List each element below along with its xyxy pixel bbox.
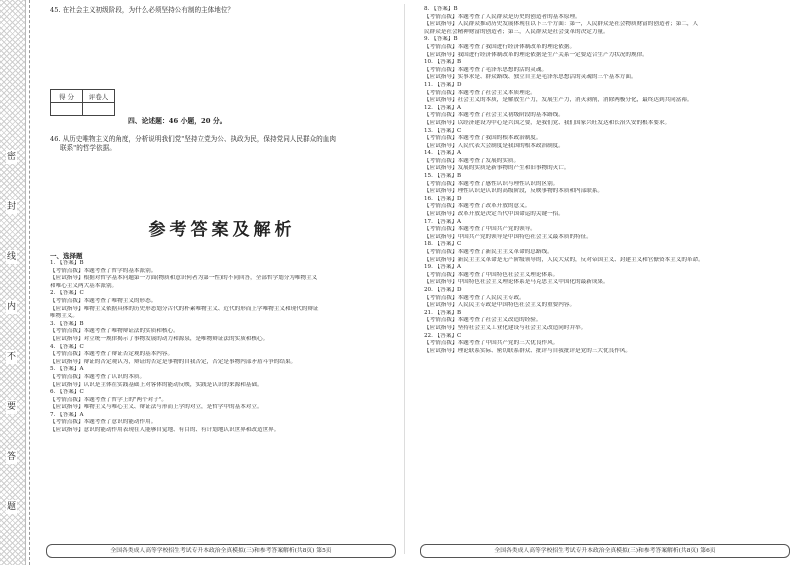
answer-line: 15. 【答案】B bbox=[424, 173, 462, 180]
score-label: 得 分 bbox=[51, 90, 83, 103]
answer-line: 10. 【答案】B bbox=[424, 59, 462, 66]
answer-line: 【考情点拨】本题考查了认识的本质。 bbox=[50, 373, 146, 380]
answer-line: 【考情点拨】本题考查了毛泽东思想的活的灵魂。 bbox=[424, 66, 548, 73]
answer-line: 【考情点拨】本题考查了我国进行经济体制改革的理论依据。 bbox=[424, 43, 576, 50]
seal-char: 答 bbox=[7, 452, 17, 462]
answer-line: 【考情点拨】本题考查了唯物辩证法的实质和核心。 bbox=[50, 328, 179, 335]
answer-line: 【应试指导】人民代表大会制度是我国的根本政治制度。 bbox=[424, 142, 564, 149]
answer-line: 7. 【答案】A bbox=[50, 411, 84, 418]
seal-char: 线 bbox=[7, 252, 17, 262]
answer-line: 12. 【答案】A bbox=[424, 104, 462, 111]
answer-line: 【应试指导】新民主主义革命是无产阶级领导的，人民大众的，反对帝国主义、封建主义和官僚资本主义的革命。 bbox=[424, 256, 704, 263]
answer-line: 【应试指导】人民民主专政是中国特色社会主义的重要内容。 bbox=[424, 302, 576, 309]
question-46: 46. 从历史唯物主义的角度，分析说明我们党"坚持立党为公、执政为民，保持党同人民群众的血肉 联系"的哲学依据。 bbox=[50, 135, 336, 152]
answer-line: 14. 【答案】A bbox=[424, 150, 462, 157]
answer-line: 【应试指导】唯物主义与唯心主义、辩证法与形而上学的对立，是哲学中的基本对立。 bbox=[50, 404, 263, 411]
seal-char: 要 bbox=[7, 402, 17, 412]
answer-line: 13. 【答案】C bbox=[424, 127, 462, 134]
answer-line: 【考情点拨】本题考查了新民主主义革命的总路线。 bbox=[424, 249, 553, 255]
answer-line: 【应试指导】改革开放是决定当代中国命运的关键一招。 bbox=[424, 211, 564, 218]
answer-line: 【考情点拨】本题考查了中国特色社会主义理论体系。 bbox=[424, 271, 559, 278]
answer-line: 和唯心主义两大基本派别。 bbox=[50, 282, 118, 289]
right-page bbox=[410, 0, 798, 565]
section-1-heading: 一、选择题 bbox=[50, 252, 83, 260]
answer-line: 【应试指导】发展的实质是新事物的产生和旧事物的灭亡。 bbox=[424, 165, 570, 172]
answer-line: 【应试指导】唯物主义依据具体的历史形态划分古代的朴素唯物主义、近代的形而上学唯物主义和现代的辩证 bbox=[50, 305, 319, 312]
answer-line: 【考情点拨】本题考查了社会主义改造的经验。 bbox=[424, 317, 542, 324]
left-answer-list bbox=[50, 260, 394, 435]
answer-line: 【应试指导】意识的能动作用表现在人能够自觉地、有目的、有计划地认识世界和改造世界。 bbox=[50, 427, 280, 434]
answer-line: 【考情点拨】本题考查了我国的根本政治制度。 bbox=[424, 135, 542, 142]
answer-line: 唯物主义。 bbox=[50, 313, 78, 320]
answer-title: 参考答案及解析 bbox=[148, 220, 296, 240]
seal-char: 不 bbox=[7, 352, 17, 362]
answer-line: 【应试指导】辩证的否定观认为，辩证的否定是事物的自我否定，否定是事物内部矛盾斗争的结果。 bbox=[50, 358, 297, 365]
answer-line: 18. 【答案】C bbox=[424, 241, 462, 248]
answer-line: 【应试指导】人民群众推动历史发展体现在以下三个方面：第一，人民群众是社会物质财富的创造者；第二，人 bbox=[424, 21, 699, 28]
answer-line: 民群众是社会精神财富的创造者；第三，人民群众是社会变革的决定力量。 bbox=[424, 28, 609, 35]
page-gutter bbox=[404, 4, 405, 554]
answer-line: 20. 【答案】D bbox=[424, 286, 462, 293]
binding-margin bbox=[0, 0, 26, 565]
answer-line: 【应试指导】中国特色社会主义理论体系是马克思主义中国化的最新成果。 bbox=[424, 279, 609, 286]
page-footer-right: 全国各类成人高等学校招生考试专升本政治全真模拟(三)和参考答案解析(共8页) 第6页 bbox=[420, 544, 790, 558]
answer-line: 【考情点拨】本题考查了哲学的基本派别。 bbox=[50, 267, 157, 274]
answer-line: 【考情点拨】本题考查了改革开放的意义。 bbox=[424, 203, 531, 210]
seal-char: 封 bbox=[7, 202, 17, 212]
grader-label: 评卷人 bbox=[83, 90, 115, 103]
answer-line: 【应试指导】理性认识是认识的高级阶段，反映事物的本质和内部联系。 bbox=[424, 188, 604, 195]
answer-line: 【考情点拨】本题考查了意识的能动作用。 bbox=[50, 419, 157, 426]
answer-line: 11. 【答案】D bbox=[424, 81, 462, 88]
answer-line: 5. 【答案】A bbox=[50, 366, 84, 373]
answer-line: 【考情点拨】本题考查了哲学上的"两个对子"。 bbox=[50, 396, 168, 403]
answer-line: 【应试指导】以经济建设为中心是兴国之要，是我们党、我们国家兴旺发达和长治久安的根本要求。 bbox=[424, 119, 671, 126]
answer-line: 【考情点拨】本题考查了中国共产党的三大优良作风。 bbox=[424, 340, 559, 347]
answer-line: 9. 【答案】B bbox=[424, 36, 458, 43]
seal-char: 内 bbox=[7, 302, 17, 312]
question-45: 45. 在社会主义初级阶段，为什么必须坚持公有制的主体地位？ bbox=[50, 6, 235, 14]
answer-line: 【应试指导】我国进行经济体制改革的理论依据是生产关系一定要适合生产力状况的规律。 bbox=[424, 51, 648, 58]
section-4-heading: 四、论述题：46 小题，20 分。 bbox=[128, 117, 227, 125]
answer-line: 2. 【答案】C bbox=[50, 290, 84, 297]
answer-line: 17. 【答案】A bbox=[424, 218, 462, 225]
answer-line: 【应试指导】根据对哲学基本问题第一方面(物质和意识何者为第一性)的不同回答，全部哲学划分为唯物主义 bbox=[50, 275, 318, 282]
answer-line: 22. 【答案】C bbox=[424, 332, 462, 339]
answer-line: 【应试指导】认识是主体在实践基础上对客体的能动反映，实践是认识的来源和基础。 bbox=[50, 381, 263, 388]
answer-line: 【考情点拨】本题考查了唯物主义的形态。 bbox=[50, 297, 157, 304]
answer-line: 【考情点拨】本题考查了感性认识与理性认识的区别。 bbox=[424, 180, 559, 187]
answer-line: 4. 【答案】C bbox=[50, 343, 84, 350]
answer-line: 【考情点拨】本题考查了辩证否定观的基本内容。 bbox=[50, 351, 174, 358]
answer-line: 19. 【答案】A bbox=[424, 264, 462, 271]
answer-line: 【应试指导】坚持社会主义工业化建设与社会主义改造同时并举。 bbox=[424, 324, 587, 331]
answer-line: 【考情点拨】本题考查了社会主义本质理论。 bbox=[424, 89, 536, 96]
answer-line: 【应试指导】对立统一规律揭示了事物发展的动力和源泉，是唯物辩证法的实质和核心。 bbox=[50, 335, 269, 342]
score-table bbox=[50, 89, 115, 116]
seal-char: 题 bbox=[7, 502, 17, 512]
answer-line: 21. 【答案】B bbox=[424, 309, 462, 316]
answer-line: 【应试指导】中国共产党的领导是中国特色社会主义最本质的特征。 bbox=[424, 233, 592, 240]
page-footer-left: 全国各类成人高等学校招生考试专升本政治全真模拟(三)和参考答案解析(共8页) 第5页 bbox=[46, 544, 396, 558]
answer-line: 【考情点拨】本题考查了人民民主专政。 bbox=[424, 294, 525, 301]
seal-char: 密 bbox=[7, 152, 17, 162]
answer-line: 【应试指导】理论联系实际、密切联系群众、批评与自我批评是党的三大优良作风。 bbox=[424, 347, 631, 354]
answer-line: 16. 【答案】D bbox=[424, 195, 462, 202]
answer-line: 6. 【答案】C bbox=[50, 389, 84, 396]
answer-line: 8. 【答案】B bbox=[424, 6, 458, 12]
answer-line: 【应试指导】社会主义的本质，是解放生产力，发展生产力，消灭剥削，消除两极分化，最终达到共同富裕。 bbox=[424, 97, 693, 104]
right-answer-list bbox=[424, 6, 794, 355]
answer-line: 3. 【答案】B bbox=[50, 320, 84, 327]
answer-line: 【考情点拨】本题考查了人民群众是历史的创造者的基本原理。 bbox=[424, 13, 581, 20]
seal-line bbox=[29, 0, 30, 565]
answer-line: 【考情点拨】本题考查了发展的实质。 bbox=[424, 157, 520, 164]
answer-line: 1. 【答案】B bbox=[50, 260, 84, 266]
answer-line: 【考情点拨】本题考查了社会主义初级阶段的基本路线。 bbox=[424, 112, 564, 119]
left-page bbox=[36, 0, 402, 565]
answer-line: 【应试指导】实事求是、群众路线、独立自主是毛泽东思想活的灵魂的三个基本方面。 bbox=[424, 74, 637, 81]
answer-line: 【考情点拨】本题考查了中国共产党的领导。 bbox=[424, 226, 536, 233]
